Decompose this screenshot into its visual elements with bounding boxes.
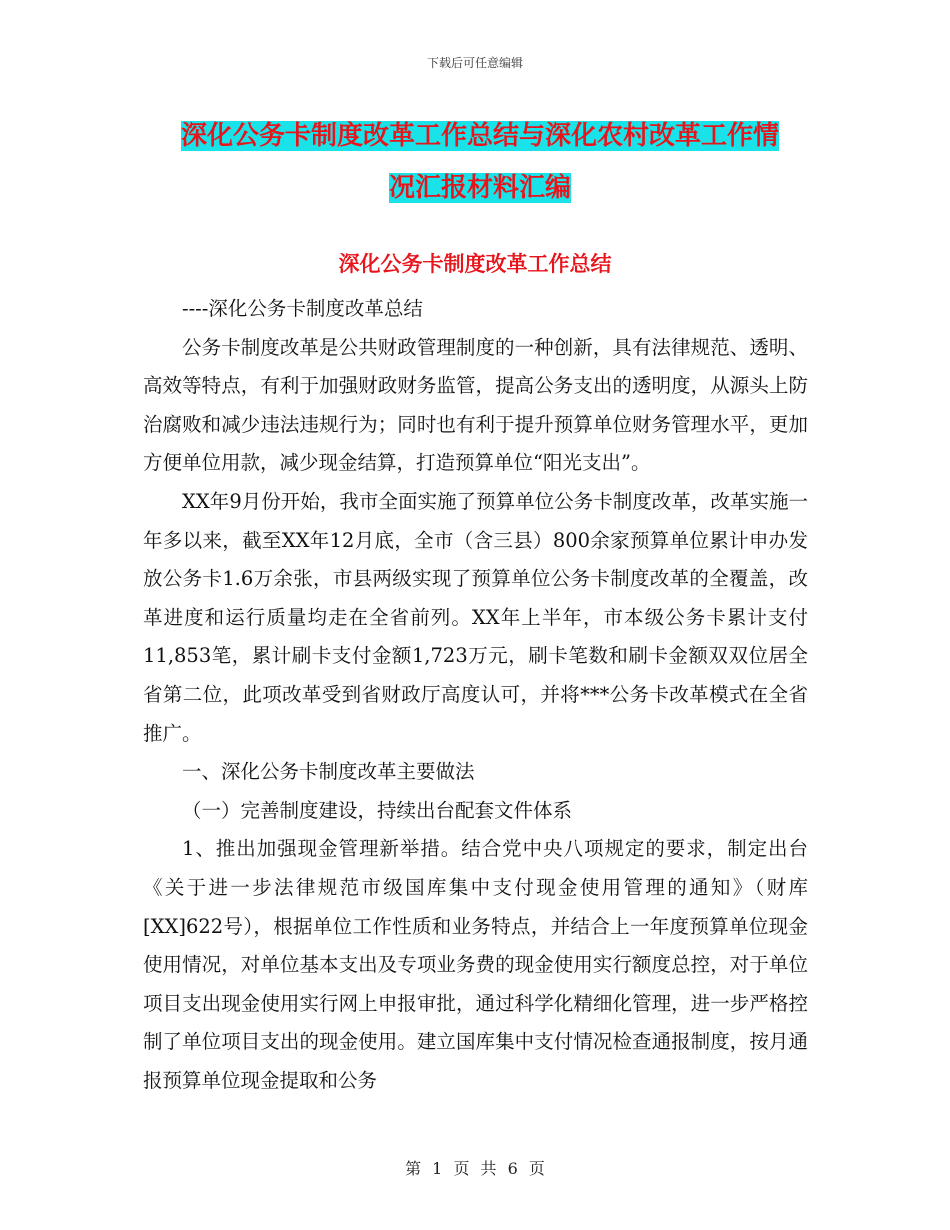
section-title: 深化公务卡制度改革工作总结 (338, 252, 612, 276)
body-paragraph: XX年9月份开始，我市全面实施了预算单位公务卡制度改革，改革实施一年多以来，截至XX年12月底，全市（含三县）800余家预算单位累计申办发放公务卡1.6万余张，市县两级实现了预算单位公务卡制度改革的全覆盖，改革进度和运行质量均走在全省前列。XX年上半年，市本级公务卡累计支付11,853笔，累计刷卡支付金额1,723万元，刷卡笔数和刷卡金额双双位居全省第二位，此项改革受到省财政厅高度认可，并将***公务卡改革模式在全省推广。 (143, 489, 808, 745)
document-title (150, 110, 810, 214)
heading-paragraph: 一、深化公务卡制度改革主要做法 (182, 760, 475, 784)
document-title-line-1: 深化公务卡制度改革工作总结与深化农村改革工作情 (180, 121, 779, 151)
page-header-note: 下载后可任意编辑 (426, 56, 523, 70)
body-paragraph: 1、推出加强现金管理新举措。结合党中央八项规定的要求，制定出台《关于进一步法律规范市级国库集中支付现金使用管理的通知》（财库[XX]622号），根据单位工作性质和业务特点，并结合上一年度预算单位现金使用情况，对单位基本支出及专项业务费的现金使用实行额度总控，对于单位项目支出现金使用实行网上申报审批，通过科学化精细化管理，进一步严格控制了单位项目支出的现金使用。建立国库集中支付情况检查通报制度，按月通报预算单位现金提取和公务 (143, 837, 808, 1092)
document-title-line-2: 况汇报材料汇编 (388, 173, 571, 203)
subheading-paragraph: （一）完善制度建设，持续出台配套文件体系 (182, 798, 573, 822)
subtitle-paragraph: ----深化公务卡制度改革总结 (182, 297, 423, 320)
body-paragraph: 公务卡制度改革是公共财政管理制度的一种创新，具有法律规范、透明、高效等特点，有利于加强财政财务监管，提高公务支出的透明度，从源头上防治腐败和减少违法违规行为；同时也有利于提升预算单位财务管理水平，更加方便单位用款，减少现金结算，打造预算单位“阳光支出”。 (143, 335, 808, 475)
page-footer-number: 第 1 页 共 6 页 (405, 1159, 545, 1178)
document-body (143, 290, 808, 1100)
